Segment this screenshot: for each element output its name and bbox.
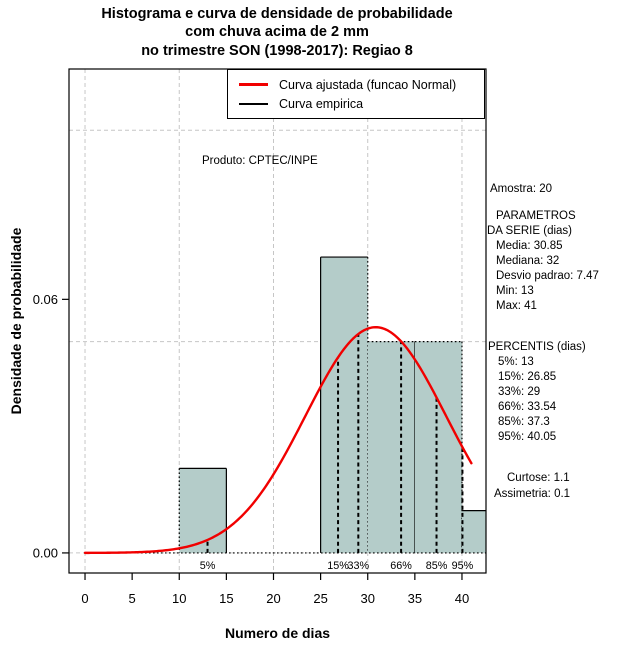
stat-media: Media: 30.85 bbox=[496, 240, 563, 252]
percentile-marker-label: 5% bbox=[199, 560, 216, 572]
stat-percentil-5: 5%: 13 bbox=[498, 356, 534, 368]
x-tick-label: 30 bbox=[360, 591, 375, 606]
percentile-marker-label: 15% bbox=[327, 560, 349, 572]
y-axis-title: Densidade de probabilidade bbox=[8, 227, 24, 415]
stat-percentis-title: PERCENTIS (dias) bbox=[488, 341, 586, 353]
x-tick-label: 40 bbox=[454, 591, 470, 606]
histogram-bar bbox=[179, 468, 226, 553]
y-tick-label: 0.00 bbox=[32, 545, 58, 561]
x-tick-label: 0 bbox=[81, 591, 89, 606]
stat-percentil-95: 95%: 40.05 bbox=[498, 431, 557, 443]
legend-item-fitted-curve bbox=[228, 77, 456, 92]
chart-title-line2: com chuva acima de 2 mm bbox=[185, 24, 369, 41]
x-axis-title: Numero de dias bbox=[224, 625, 331, 641]
x-tick-label: 15 bbox=[219, 591, 234, 606]
stat-percentil-15: 15%: 26.85 bbox=[498, 371, 557, 383]
stat-percentil-85: 85%: 37.3 bbox=[498, 416, 550, 428]
stat-parametros-title: PARAMETROS bbox=[496, 210, 576, 222]
histogram-bar bbox=[462, 511, 486, 553]
stat-assimetria: Assimetria: 0.1 bbox=[494, 488, 571, 500]
stat-amostra: Amostra: 20 bbox=[490, 183, 552, 195]
x-tick-label: 5 bbox=[128, 591, 136, 606]
percentile-marker-label: 85% bbox=[425, 560, 448, 572]
histogram-bar bbox=[368, 342, 415, 553]
percentile-marker-label: 95% bbox=[451, 560, 474, 572]
percentile-marker-label: 66% bbox=[390, 560, 412, 572]
stat-percentil-33: 33%: 29 bbox=[498, 386, 541, 398]
x-tick-label: 25 bbox=[313, 591, 328, 606]
stat-min: Min: 13 bbox=[496, 285, 534, 297]
y-tick-label: 0.06 bbox=[32, 291, 58, 307]
legend-label: Curva empirica bbox=[279, 96, 364, 111]
histogram-bar bbox=[415, 342, 462, 553]
empirical-curve-line-sample bbox=[239, 103, 268, 105]
x-tick-label: 35 bbox=[407, 591, 423, 606]
stat-max: Max: 41 bbox=[496, 300, 537, 312]
stat-mediana: Mediana: 32 bbox=[496, 255, 560, 267]
x-tick-label: 20 bbox=[266, 591, 281, 606]
stat-parametros-subtitle: DA SERIE (dias) bbox=[487, 225, 572, 237]
stat-desvio-padrao: Desvio padrao: 7.47 bbox=[496, 270, 599, 282]
stat-percentil-66: 66%: 33.54 bbox=[498, 401, 557, 413]
percentile-marker-label: 33% bbox=[347, 560, 370, 572]
fitted-curve-line-sample bbox=[239, 83, 268, 86]
stat-curtose: Curtose: 1.1 bbox=[507, 472, 570, 484]
chart-title-line1: Histograma e curva de densidade de probabilidade bbox=[101, 6, 453, 22]
histogram-bar bbox=[321, 257, 368, 553]
product-watermark: Produto: CPTEC/INPE bbox=[202, 155, 318, 167]
legend-label: Curva ajustada (funcao Normal) bbox=[279, 77, 457, 92]
legend bbox=[227, 69, 485, 119]
legend-item-empirical-curve bbox=[228, 96, 363, 111]
x-tick-label: 10 bbox=[172, 591, 187, 606]
chart-title bbox=[62, 5, 492, 60]
chart-title-line3: no trimestre SON (1998-2017): Regiao 8 bbox=[141, 42, 413, 59]
